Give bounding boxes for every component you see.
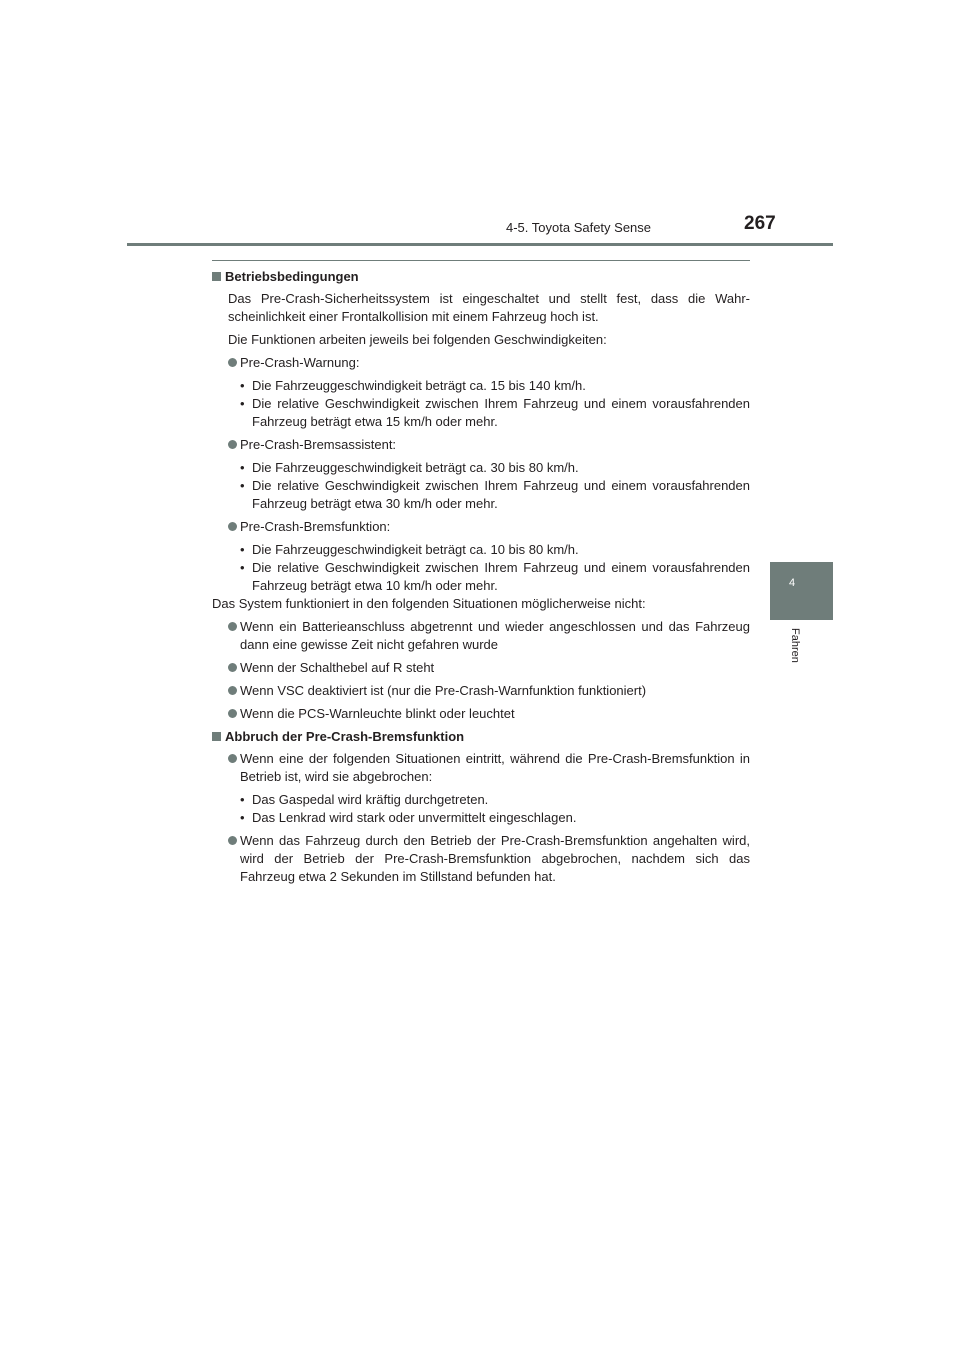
condition-text: Das Gaspedal wird kräftig durchgetreten.: [252, 792, 489, 807]
list-item-text: Wenn die PCS-Warnleuchte blinkt oder leuchtet: [240, 706, 515, 721]
circle-bullet-icon: [228, 622, 237, 631]
circle-bullet-icon: [228, 686, 237, 695]
condition-item: • Die Fahrzeuggeschwindigkeit beträgt ca. 10 bis 80 km/h.: [240, 542, 579, 557]
condition-item: • Die relative Geschwindigkeit zwischen Ihrem Fahrzeug und einem vorausfahrenden Fahrzeug beträgt etwa 15 km/h oder mehr.: [240, 396, 750, 429]
circle-bullet-icon: [228, 358, 237, 367]
section-heading: [212, 728, 750, 746]
list-item-text: Wenn der Schalthebel auf R steht: [240, 660, 435, 675]
list-item-text: Wenn das Fahrzeug durch den Betrieb der Pre-Crash-Bremsfunktion angehalten wird, wird der Betrieb der Pre-Crash-Bremsfunktion abgebrochen, nachdem sich das Fahrzeug etwa 2 Sekunden im Stillstand befunden hat.: [240, 833, 750, 884]
condition-item: • Das Lenkrad wird stark oder unvermittelt eingeschlagen.: [240, 810, 577, 825]
condition-item: • Die relative Geschwindigkeit zwischen Ihrem Fahrzeug und einem vorausfahrenden Fahrzeug beträgt etwa 30 km/h oder mehr.: [240, 478, 750, 511]
condition-list: [240, 459, 750, 513]
page-content: [212, 268, 750, 891]
condition-item: • Die Fahrzeuggeschwindigkeit beträgt ca. 15 bis 140 km/h.: [240, 378, 586, 393]
section-heading: [212, 268, 750, 286]
circle-bullet-icon: [228, 522, 237, 531]
condition-item: • Die Fahrzeuggeschwindigkeit beträgt ca. 30 bis 80 km/h.: [240, 460, 579, 475]
circle-bullet-icon: [228, 709, 237, 718]
condition-text: Die relative Geschwindigkeit zwischen Ihrem Fahrzeug und einem vorausfahrenden Fahrzeug beträgt etwa 15 km/h oder mehr.: [252, 396, 750, 429]
list-item-text: Pre-Crash-Warnung:: [240, 355, 360, 370]
heading-text: Betriebsbedingungen: [225, 269, 359, 284]
list-item-text: Wenn ein Batterieanschluss abgetrennt und wieder angeschlossen und das Fahrzeug dann eine gewisse Zeit nicht gefahren wurde: [240, 619, 750, 652]
paragraph: Das Pre-Crash-Sicherheitssystem ist eingeschaltet und stellt fest, dass die Wahrscheinlichkeit einer Frontalkollision mit einem Fahrzeug hoch ist.: [228, 291, 750, 324]
list-item: [228, 618, 750, 654]
paragraph: Die Funktionen arbeiten jeweils bei folgenden Geschwindigkeiten:: [228, 332, 607, 347]
condition-text: Die Fahrzeuggeschwindigkeit beträgt ca. 15 bis 140 km/h.: [252, 378, 586, 393]
condition-text: Die Fahrzeuggeschwindigkeit beträgt ca. 30 bis 80 km/h.: [252, 460, 579, 475]
circle-bullet-icon: [228, 440, 237, 449]
chapter-label-text: Fahren: [789, 628, 801, 663]
condition-text: Die Fahrzeuggeschwindigkeit beträgt ca. 10 bis 80 km/h.: [252, 542, 579, 557]
section-title: 4-5. Toyota Safety Sense: [506, 220, 652, 235]
content-divider: [212, 260, 750, 261]
circle-bullet-icon: [228, 754, 237, 763]
chapter-label: [789, 628, 815, 688]
condition-list: [240, 791, 750, 827]
list-item: [228, 832, 750, 886]
paragraph: Das System funktioniert in den folgenden Situationen möglicherweise nicht:: [212, 596, 646, 611]
list-item-text: Pre-Crash-Bremsfunktion:: [240, 519, 391, 534]
list-item: [228, 659, 750, 677]
condition-text: Das Lenkrad wird stark oder unvermittelt eingeschlagen.: [252, 810, 577, 825]
heading-text: Abbruch der Pre-Crash-Bremsfunktion: [225, 729, 465, 744]
condition-list: [240, 377, 750, 431]
square-icon: [212, 272, 221, 281]
condition-text: Die relative Geschwindigkeit zwischen Ihrem Fahrzeug und einem vorausfahrenden Fahrzeug beträgt etwa 10 km/h oder mehr.: [252, 560, 750, 593]
list-item-text: Wenn VSC deaktiviert ist (nur die Pre-Crash-Warnfunktion funktioniert): [240, 683, 647, 698]
circle-bullet-icon: [228, 663, 237, 672]
list-item: [228, 682, 750, 700]
list-item: [228, 750, 750, 786]
circle-bullet-icon: [228, 836, 237, 845]
condition-item: • Die relative Geschwindigkeit zwischen Ihrem Fahrzeug und einem vorausfahrenden Fahrzeug beträgt etwa 10 km/h oder mehr.: [240, 560, 750, 593]
chapter-number: 4: [789, 577, 796, 589]
page-number: 267: [744, 213, 776, 234]
list-item-text: Pre-Crash-Bremsassistent:: [240, 437, 397, 452]
list-item: [228, 518, 750, 536]
chapter-tab: [770, 562, 833, 620]
condition-item: • Das Gaspedal wird kräftig durchgetreten.: [240, 792, 489, 807]
condition-list: [240, 541, 750, 595]
list-item: [228, 705, 750, 723]
list-item-text: Wenn eine der folgenden Situationen eintritt, während die Pre-Crash-Bremsfunktion in Betrieb ist, wird sie abgebrochen:: [240, 751, 750, 784]
list-item: [228, 436, 750, 454]
list-item: [228, 354, 750, 372]
square-icon: [212, 732, 221, 741]
condition-text: Die relative Geschwindigkeit zwischen Ihrem Fahrzeug und einem vorausfahrenden Fahrzeug beträgt etwa 30 km/h oder mehr.: [252, 478, 750, 511]
header-divider: [127, 243, 833, 246]
